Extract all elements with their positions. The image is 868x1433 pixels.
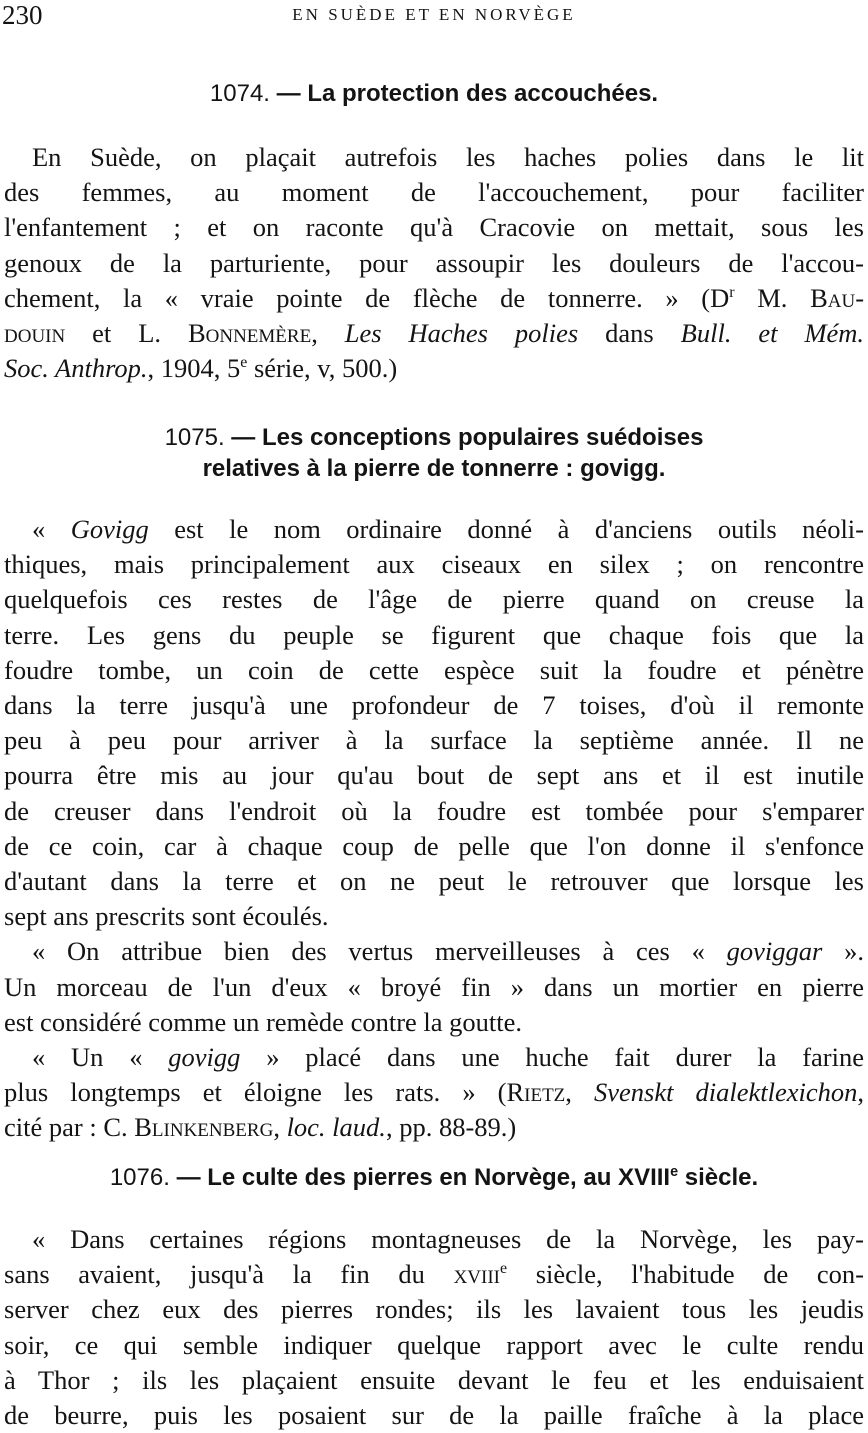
text-line: sept ans prescrits sont écoulés.	[4, 901, 329, 932]
running-title: EN SUÈDE ET EN NORVÈGE	[292, 5, 576, 24]
text-line: genoux de la parturiente, pour assoupir les douleurs de l'accou-	[4, 247, 864, 278]
text-line: foudre tombe, un coin de cette espèce suit la foudre et pénètre	[4, 654, 864, 685]
text-line: l'enfantement ; et on raconte qu'à Cracovie on mettait, sous les	[4, 212, 864, 243]
section-dash: —	[276, 80, 301, 107]
section-dash: —	[231, 424, 256, 451]
text-line: sans avaient, jusqu'à la fin du xviii$^e$ siècle, l'habitude de con-	[4, 1259, 864, 1290]
text-line: terre. Les gens du peuple se figurent que chaque fois que la	[4, 619, 864, 650]
text-line: d'autant dans la terre et on ne peut le retrouver que lorsque les	[4, 866, 864, 897]
text-line: plus longtemps et éloigne les rats. » (Rietz, Svenskt dialektlexichon,	[4, 1077, 864, 1108]
section-number: 1075.	[164, 424, 225, 451]
text-line: de creuser dans l'endroit où la foudre est tombée pour s'emparer	[4, 795, 864, 826]
text-line: pourra être mis au jour qu'au bout de sept ans et il est inutile	[4, 760, 864, 791]
text-line: dans la terre jusqu'à une profondeur de 7 toises, d'où il remonte	[4, 690, 864, 721]
paragraph-1074	[4, 140, 864, 386]
text-line: « On attribue bien des vertus merveilleuses à ces « goviggar ».	[32, 936, 864, 967]
section-title-1074	[0, 78, 868, 109]
paragraph-1075	[4, 512, 864, 1146]
text-line: thiques, mais principalement aux ciseaux en silex ; on rencontre	[4, 549, 864, 580]
text-line: server chez eux des pierres rondes; ils les lavaient tous les jeudis	[4, 1294, 864, 1325]
section-number: 1074.	[209, 80, 270, 107]
text-line: à Thor ; ils les plaçaient ensuite devant le feu et les enduisaient	[4, 1364, 864, 1395]
section-title-1075	[0, 422, 868, 484]
text-line: peu à peu pour arriver à la surface la septième année. Il ne	[4, 725, 864, 756]
text-line: douin et L. Bonnemère, Les Haches polies dans Bull. et Mém.	[4, 318, 865, 349]
text-line: « Dans certaines régions montagneuses de la Norvège, les pay-	[32, 1224, 864, 1254]
section-dash: —	[176, 1164, 201, 1191]
text-line: quelquefois ces restes de l'âge de pierre quand on creuse la	[4, 584, 864, 615]
text-line: Soc. Anthrop., 1904, 5e série, v, 500.)	[4, 353, 398, 384]
text-line: des femmes, au moment de l'accouchement, pour faciliter	[4, 177, 864, 208]
text-line: En Suède, on plaçait autrefois les haches polies dans le lit	[32, 142, 864, 172]
text-line: « Govigg est le nom ordinaire donné à d'anciens outils néoli-	[32, 514, 864, 544]
text-line: Un morceau de l'un d'eux « broyé fin » dans un mortier en pierre	[4, 971, 864, 1002]
section-heading: Le culte des pierres en Norvège, au XVIIIe siècle.	[207, 1164, 759, 1191]
paragraph-1076	[4, 1222, 864, 1433]
page-header	[0, 0, 868, 34]
text-line: est considéré comme un remède contre la goutte.	[4, 1006, 523, 1037]
text-line: chement, la « vraie pointe de flèche de tonnerre. » ($D^r$ M. Bau-	[4, 282, 865, 313]
section-number: 1076.	[109, 1164, 170, 1191]
section-heading: Les conceptions populaires suédoises	[261, 424, 704, 451]
section-title-1076	[0, 1162, 868, 1193]
section-heading-line2: relatives à la pierre de tonnerre : govigg.	[202, 455, 666, 482]
text-line: de ce coin, car à chaque coup de pelle que l'on donne il s'enfonce	[4, 830, 864, 861]
section-heading: La protection des accouchées.	[307, 80, 659, 107]
page-number: 230	[2, 0, 43, 30]
text-line: « Un « govigg » placé dans une huche fait durer la farine	[32, 1042, 864, 1073]
text-line: soir, ce qui semble indiquer quelque rapport avec le culte rendu	[4, 1329, 864, 1360]
text-line: de beurre, puis les posaient sur de la paille fraîche à la place	[4, 1400, 864, 1431]
text-line: cité par : C. Blinkenberg, loc. laud., pp. 88-89.)	[4, 1112, 517, 1143]
